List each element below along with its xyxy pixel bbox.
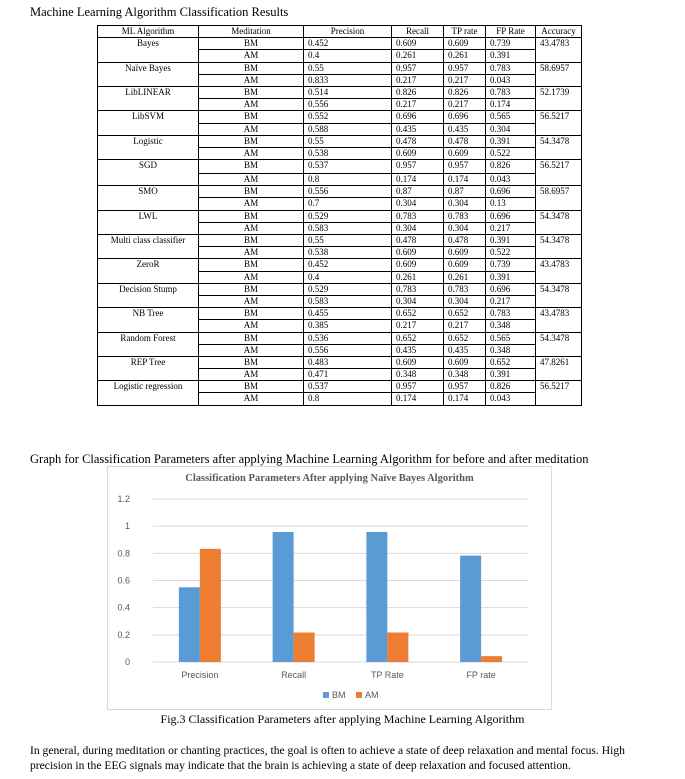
fp-rate-cell: 0.391 — [486, 369, 536, 381]
meditation-cell: BM — [199, 135, 304, 147]
recall-cell: 0.957 — [392, 62, 444, 74]
table-row — [98, 210, 582, 222]
precision-cell: 0.588 — [304, 123, 392, 135]
fp-rate-cell: 0.565 — [486, 332, 536, 344]
accuracy-cell — [536, 99, 582, 111]
header-fp-rate: FP Rate — [486, 26, 536, 38]
algorithm-cell — [98, 50, 199, 62]
header-ml-algorithm: ML Algorithm — [98, 26, 199, 38]
table-row — [98, 344, 582, 356]
chart-title: Classification Parameters After applying Naïve Bayes Algorithm — [185, 473, 474, 484]
accuracy-cell: 54.3478 — [536, 235, 582, 247]
recall-cell: 0.217 — [392, 74, 444, 86]
header-precision: Precision — [304, 26, 392, 38]
body-paragraph: In general, during meditation or chanting practices, the goal is often to achieve a state of deep relaxation and mental focus. High precision in the EEG signals may indicate that the brain is achieving a state of deep relaxation and focused attention. — [30, 744, 625, 772]
meditation-cell: AM — [199, 295, 304, 307]
fp-rate-cell: 0.217 — [486, 222, 536, 234]
meditation-cell: BM — [199, 160, 304, 174]
accuracy-cell: 58.6957 — [536, 62, 582, 74]
bar-am-recall — [294, 633, 315, 662]
x-axis — [181, 670, 495, 680]
fp-rate-cell: 0.217 — [486, 295, 536, 307]
header-accuracy: Accuracy — [536, 26, 582, 38]
meditation-cell: BM — [199, 38, 304, 50]
y-tick-label: 0.8 — [117, 548, 130, 559]
tp-rate-cell: 0.696 — [444, 111, 486, 123]
table-row — [98, 86, 582, 98]
meditation-cell: BM — [199, 111, 304, 123]
accuracy-cell: 56.5217 — [536, 381, 582, 393]
recall-cell: 0.174 — [392, 174, 444, 186]
precision-cell: 0.529 — [304, 210, 392, 222]
meditation-cell: AM — [199, 247, 304, 259]
tp-rate-cell: 0.217 — [444, 99, 486, 111]
fp-rate-cell: 0.783 — [486, 308, 536, 320]
tp-rate-cell: 0.957 — [444, 381, 486, 393]
algorithm-cell: LWL — [98, 210, 199, 222]
fp-rate-cell: 0.783 — [486, 86, 536, 98]
algorithm-cell: Logistic — [98, 135, 199, 147]
y-tick-label: 0.4 — [117, 602, 130, 613]
table-row — [98, 283, 582, 295]
header-meditation: Meditation — [199, 26, 304, 38]
precision-cell: 0.452 — [304, 259, 392, 271]
meditation-cell: BM — [199, 259, 304, 271]
precision-cell: 0.4 — [304, 50, 392, 62]
precision-cell: 0.538 — [304, 147, 392, 159]
table-row — [98, 320, 582, 332]
header-tp-rate: TP rate — [444, 26, 486, 38]
accuracy-cell: 58.6957 — [536, 186, 582, 198]
accuracy-cell — [536, 247, 582, 259]
recall-cell: 0.696 — [392, 111, 444, 123]
tp-rate-cell: 0.652 — [444, 308, 486, 320]
fp-rate-cell: 0.652 — [486, 356, 536, 368]
precision-cell: 0.552 — [304, 111, 392, 123]
recall-cell: 0.217 — [392, 320, 444, 332]
bar-bm-tp-rate — [366, 532, 387, 662]
x-tick-label: Recall — [281, 670, 307, 680]
table-title: Machine Learning Algorithm Classification Results — [30, 5, 289, 19]
table-row — [98, 247, 582, 259]
legend — [323, 690, 379, 700]
precision-cell: 0.455 — [304, 308, 392, 320]
legend-swatch-am — [356, 692, 362, 698]
recall-cell: 0.957 — [392, 160, 444, 174]
meditation-cell: BM — [199, 332, 304, 344]
accuracy-cell — [536, 295, 582, 307]
table-row — [98, 50, 582, 62]
x-tick-label: Precision — [181, 670, 219, 680]
results-table — [97, 25, 582, 406]
algorithm-cell: ZeroR — [98, 259, 199, 271]
precision-cell: 0.583 — [304, 295, 392, 307]
algorithm-cell: LibLINEAR — [98, 86, 199, 98]
recall-cell: 0.348 — [392, 369, 444, 381]
meditation-cell: AM — [199, 50, 304, 62]
fp-rate-cell: 0.391 — [486, 235, 536, 247]
algorithm-cell: Random Forest — [98, 332, 199, 344]
bar-am-tp-rate — [387, 633, 408, 662]
meditation-cell: AM — [199, 74, 304, 86]
meditation-cell: AM — [199, 344, 304, 356]
precision-cell: 0.483 — [304, 356, 392, 368]
precision-cell: 0.7 — [304, 198, 392, 210]
recall-cell: 0.652 — [392, 332, 444, 344]
tp-rate-cell: 0.261 — [444, 50, 486, 62]
fp-rate-cell: 0.043 — [486, 74, 536, 86]
table-row — [98, 259, 582, 271]
recall-cell: 0.174 — [392, 393, 444, 405]
bars — [179, 532, 502, 662]
table-row — [98, 356, 582, 368]
precision-cell: 0.536 — [304, 332, 392, 344]
tp-rate-cell: 0.87 — [444, 186, 486, 198]
fp-rate-cell: 0.696 — [486, 210, 536, 222]
tp-rate-cell: 0.783 — [444, 210, 486, 222]
fp-rate-cell: 0.522 — [486, 247, 536, 259]
accuracy-cell — [536, 174, 582, 186]
fp-rate-cell: 0.826 — [486, 381, 536, 393]
meditation-cell: AM — [199, 320, 304, 332]
tp-rate-cell: 0.826 — [444, 86, 486, 98]
tp-rate-cell: 0.174 — [444, 174, 486, 186]
table-row — [98, 174, 582, 186]
tp-rate-cell: 0.609 — [444, 356, 486, 368]
table-row — [98, 38, 582, 50]
algorithm-cell: Multi class classifier — [98, 235, 199, 247]
recall-cell: 0.783 — [392, 283, 444, 295]
fp-rate-cell: 0.739 — [486, 38, 536, 50]
precision-cell: 0.556 — [304, 344, 392, 356]
algorithm-cell — [98, 344, 199, 356]
y-axis — [117, 494, 130, 667]
fp-rate-cell: 0.696 — [486, 186, 536, 198]
accuracy-cell — [536, 369, 582, 381]
accuracy-cell — [536, 271, 582, 283]
meditation-cell: AM — [199, 123, 304, 135]
tp-rate-cell: 0.174 — [444, 393, 486, 405]
meditation-cell: BM — [199, 381, 304, 393]
tp-rate-cell: 0.609 — [444, 147, 486, 159]
precision-cell: 0.583 — [304, 222, 392, 234]
meditation-cell: AM — [199, 222, 304, 234]
recall-cell: 0.609 — [392, 356, 444, 368]
table-row — [98, 111, 582, 123]
recall-cell: 0.87 — [392, 186, 444, 198]
accuracy-cell: 43.4783 — [536, 259, 582, 271]
fp-rate-cell: 0.391 — [486, 50, 536, 62]
tp-rate-cell: 0.609 — [444, 38, 486, 50]
tp-rate-cell: 0.478 — [444, 235, 486, 247]
accuracy-cell — [536, 147, 582, 159]
fp-rate-cell: 0.043 — [486, 174, 536, 186]
precision-cell: 0.833 — [304, 74, 392, 86]
graph-heading: Graph for Classification Parameters after applying Machine Learning Algorithm for before and after meditation — [30, 452, 589, 466]
table-row — [98, 123, 582, 135]
recall-cell: 0.217 — [392, 99, 444, 111]
tp-rate-cell: 0.435 — [444, 123, 486, 135]
recall-cell: 0.304 — [392, 295, 444, 307]
table-row — [98, 271, 582, 283]
meditation-cell: BM — [199, 283, 304, 295]
precision-cell: 0.537 — [304, 381, 392, 393]
table-header-row — [98, 26, 582, 38]
bar-bm-fp-rate — [460, 556, 481, 662]
algorithm-cell — [98, 295, 199, 307]
algorithm-cell — [98, 369, 199, 381]
table-row — [98, 198, 582, 210]
bar-am-fp-rate — [481, 656, 502, 662]
recall-cell: 0.826 — [392, 86, 444, 98]
recall-cell: 0.435 — [392, 123, 444, 135]
fp-rate-cell: 0.174 — [486, 99, 536, 111]
fp-rate-cell: 0.391 — [486, 135, 536, 147]
tp-rate-cell: 0.261 — [444, 271, 486, 283]
x-tick-label: FP rate — [466, 670, 496, 680]
recall-cell: 0.609 — [392, 247, 444, 259]
precision-cell: 0.556 — [304, 186, 392, 198]
recall-cell: 0.435 — [392, 344, 444, 356]
table-row — [98, 308, 582, 320]
meditation-cell: BM — [199, 186, 304, 198]
algorithm-cell: Naïve Bayes — [98, 62, 199, 74]
accuracy-cell: 47.8261 — [536, 356, 582, 368]
meditation-cell: BM — [199, 210, 304, 222]
fp-rate-cell: 0.783 — [486, 62, 536, 74]
table-body — [98, 38, 582, 405]
fp-rate-cell: 0.739 — [486, 259, 536, 271]
fp-rate-cell: 0.565 — [486, 111, 536, 123]
tp-rate-cell: 0.348 — [444, 369, 486, 381]
precision-cell: 0.556 — [304, 99, 392, 111]
y-tick-label: 0 — [124, 657, 130, 667]
meditation-cell: AM — [199, 147, 304, 159]
table-row — [98, 99, 582, 111]
accuracy-cell — [536, 222, 582, 234]
accuracy-cell: 54.3478 — [536, 135, 582, 147]
meditation-cell: BM — [199, 356, 304, 368]
algorithm-cell — [98, 74, 199, 86]
recall-cell: 0.652 — [392, 308, 444, 320]
meditation-cell: AM — [199, 369, 304, 381]
tp-rate-cell: 0.217 — [444, 320, 486, 332]
recall-cell: 0.261 — [392, 50, 444, 62]
tp-rate-cell: 0.783 — [444, 283, 486, 295]
precision-cell: 0.471 — [304, 369, 392, 381]
algorithm-cell — [98, 393, 199, 405]
table-row — [98, 369, 582, 381]
x-tick-label: TP Rate — [370, 670, 404, 680]
tp-rate-cell: 0.304 — [444, 295, 486, 307]
precision-cell: 0.55 — [304, 62, 392, 74]
fp-rate-cell: 0.696 — [486, 283, 536, 295]
algorithm-cell: Decision Stump — [98, 283, 199, 295]
y-tick-label: 0.2 — [117, 629, 130, 640]
table-row — [98, 381, 582, 393]
precision-cell: 0.385 — [304, 320, 392, 332]
table-row — [98, 147, 582, 159]
meditation-cell: AM — [199, 174, 304, 186]
accuracy-cell — [536, 198, 582, 210]
tp-rate-cell: 0.304 — [444, 222, 486, 234]
recall-cell: 0.304 — [392, 222, 444, 234]
algorithm-cell: Bayes — [98, 38, 199, 50]
precision-cell: 0.8 — [304, 174, 392, 186]
algorithm-cell: NB Tree — [98, 308, 199, 320]
precision-cell: 0.538 — [304, 247, 392, 259]
fp-rate-cell: 0.348 — [486, 344, 536, 356]
tp-rate-cell: 0.609 — [444, 247, 486, 259]
fp-rate-cell: 0.043 — [486, 393, 536, 405]
table-row — [98, 135, 582, 147]
tp-rate-cell: 0.435 — [444, 344, 486, 356]
meditation-cell: BM — [199, 62, 304, 74]
accuracy-cell: 52.1739 — [536, 86, 582, 98]
table-row — [98, 332, 582, 344]
tp-rate-cell: 0.957 — [444, 62, 486, 74]
precision-cell: 0.55 — [304, 235, 392, 247]
algorithm-cell — [98, 123, 199, 135]
chart-container — [107, 466, 552, 710]
precision-cell: 0.529 — [304, 283, 392, 295]
meditation-cell: AM — [199, 393, 304, 405]
bar-bm-precision — [179, 587, 200, 662]
accuracy-cell: 56.5217 — [536, 111, 582, 123]
fp-rate-cell: 0.348 — [486, 320, 536, 332]
meditation-cell: BM — [199, 235, 304, 247]
precision-cell: 0.452 — [304, 38, 392, 50]
y-tick-label: 1 — [124, 521, 130, 532]
meditation-cell: AM — [199, 271, 304, 283]
algorithm-cell: REP Tree — [98, 356, 199, 368]
accuracy-cell — [536, 123, 582, 135]
precision-cell: 0.514 — [304, 86, 392, 98]
accuracy-cell: 43.4783 — [536, 308, 582, 320]
recall-cell: 0.304 — [392, 198, 444, 210]
algorithm-cell — [98, 174, 199, 186]
algorithm-cell: Logistic regression — [98, 381, 199, 393]
fp-rate-cell: 0.304 — [486, 123, 536, 135]
recall-cell: 0.478 — [392, 235, 444, 247]
tp-rate-cell: 0.957 — [444, 160, 486, 174]
table-row — [98, 235, 582, 247]
table-row — [98, 186, 582, 198]
table-row — [98, 222, 582, 234]
accuracy-cell — [536, 393, 582, 405]
accuracy-cell — [536, 74, 582, 86]
precision-cell: 0.55 — [304, 135, 392, 147]
recall-cell: 0.261 — [392, 271, 444, 283]
algorithm-cell — [98, 99, 199, 111]
tp-rate-cell: 0.609 — [444, 259, 486, 271]
precision-cell: 0.4 — [304, 271, 392, 283]
legend-label: AM — [365, 690, 379, 700]
precision-cell: 0.537 — [304, 160, 392, 174]
algorithm-cell — [98, 147, 199, 159]
tp-rate-cell: 0.304 — [444, 198, 486, 210]
accuracy-cell: 56.5217 — [536, 160, 582, 174]
fp-rate-cell: 0.522 — [486, 147, 536, 159]
bar-chart — [108, 467, 551, 709]
header-recall: Recall — [392, 26, 444, 38]
algorithm-cell — [98, 222, 199, 234]
bar-am-precision — [200, 549, 221, 662]
accuracy-cell: 54.3478 — [536, 283, 582, 295]
figure-caption: Fig.3 Classification Parameters after applying Machine Learning Algorithm — [160, 712, 525, 726]
table-row — [98, 160, 582, 174]
meditation-cell: AM — [199, 198, 304, 210]
meditation-cell: AM — [199, 99, 304, 111]
fp-rate-cell: 0.826 — [486, 160, 536, 174]
accuracy-cell: 54.3478 — [536, 210, 582, 222]
accuracy-cell: 43.4783 — [536, 38, 582, 50]
accuracy-cell: 54.3478 — [536, 332, 582, 344]
table-row — [98, 295, 582, 307]
accuracy-cell — [536, 344, 582, 356]
y-tick-label: 1.2 — [117, 494, 130, 504]
algorithm-cell — [98, 320, 199, 332]
legend-swatch-bm — [323, 692, 329, 698]
table-row — [98, 62, 582, 74]
algorithm-cell — [98, 198, 199, 210]
tp-rate-cell: 0.478 — [444, 135, 486, 147]
accuracy-cell — [536, 320, 582, 332]
algorithm-cell: SMO — [98, 186, 199, 198]
tp-rate-cell: 0.652 — [444, 332, 486, 344]
table-row — [98, 74, 582, 86]
fp-rate-cell: 0.13 — [486, 198, 536, 210]
table-row — [98, 393, 582, 405]
precision-cell: 0.8 — [304, 393, 392, 405]
meditation-cell: BM — [199, 308, 304, 320]
meditation-cell: BM — [199, 86, 304, 98]
legend-label: BM — [332, 690, 346, 700]
recall-cell: 0.478 — [392, 135, 444, 147]
recall-cell: 0.609 — [392, 38, 444, 50]
algorithm-cell: SGD — [98, 160, 199, 174]
recall-cell: 0.609 — [392, 147, 444, 159]
recall-cell: 0.609 — [392, 259, 444, 271]
recall-cell: 0.783 — [392, 210, 444, 222]
algorithm-cell — [98, 247, 199, 259]
bar-bm-recall — [273, 532, 294, 662]
algorithm-cell: LibSVM — [98, 111, 199, 123]
tp-rate-cell: 0.217 — [444, 74, 486, 86]
recall-cell: 0.957 — [392, 381, 444, 393]
algorithm-cell — [98, 271, 199, 283]
fp-rate-cell: 0.391 — [486, 271, 536, 283]
y-tick-label: 0.6 — [117, 575, 130, 586]
accuracy-cell — [536, 50, 582, 62]
